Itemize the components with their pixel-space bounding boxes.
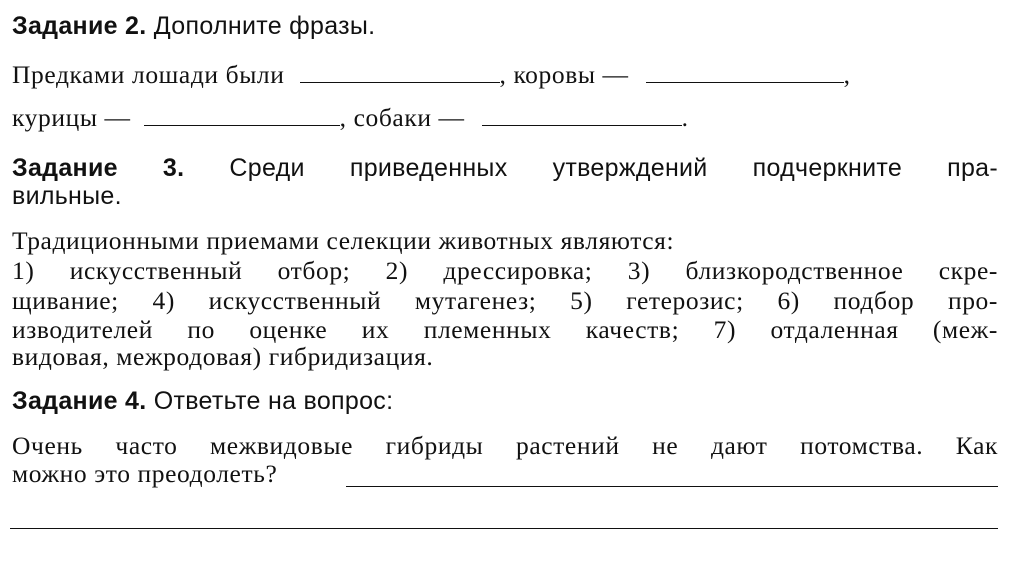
task2-instruction: Дополните фразы. [153, 12, 376, 40]
task3-instruction-line1: Среди приведенных утверждений подчеркните пра- [229, 154, 998, 182]
task4-question-line1: Очень часто межвидовые гибриды растений не дают потомства. Как [12, 431, 998, 460]
task2-line2-end: . [681, 103, 689, 132]
task2-line2-start: курицы — [12, 103, 131, 132]
task2-heading [12, 12, 375, 41]
task2-label: Задание 2. [12, 12, 147, 40]
task3-text-line: Традиционными приемами селекции животных являются: [12, 226, 675, 255]
task3-label: Задание 3. [12, 154, 185, 182]
task3-text-line: щивание; 4) искусственный мутагенез; 5) гетерозис; 6) подбор про- [12, 286, 998, 315]
task4-question-line2: можно это преодолеть? [12, 459, 278, 488]
answer-blank-horse[interactable] [300, 64, 500, 83]
answer-line-1[interactable] [346, 486, 998, 487]
answer-blank-cow[interactable] [646, 64, 844, 83]
task2-line1-start: Предками лошади были [12, 60, 285, 89]
answer-line-2[interactable] [10, 528, 998, 529]
task2-line1-mid: , коровы — [499, 60, 629, 89]
task2-line2-mid: , собаки — [339, 103, 465, 132]
task3-text-line: изводителей по оценке их племенных качеств; 7) отдаленная (меж- [12, 315, 998, 344]
task2-line1-end: , [843, 60, 851, 89]
task2-line2 [12, 103, 689, 133]
task3-heading [12, 154, 998, 183]
task3-text-line: 1) искусственный отбор; 2) дрессировка; 3) близкородственное скре- [12, 256, 998, 285]
task4-instruction: Ответьте на вопрос: [153, 387, 394, 415]
answer-blank-chicken[interactable] [144, 107, 340, 126]
task4-heading [12, 387, 393, 416]
task3-instruction-line2: вильные. [12, 182, 122, 210]
task3-text-line: видовая, межродовая) гибридизация. [12, 342, 434, 371]
task2-line1 [12, 60, 851, 90]
task4-label: Задание 4. [12, 387, 147, 415]
answer-blank-dog[interactable] [482, 107, 682, 126]
